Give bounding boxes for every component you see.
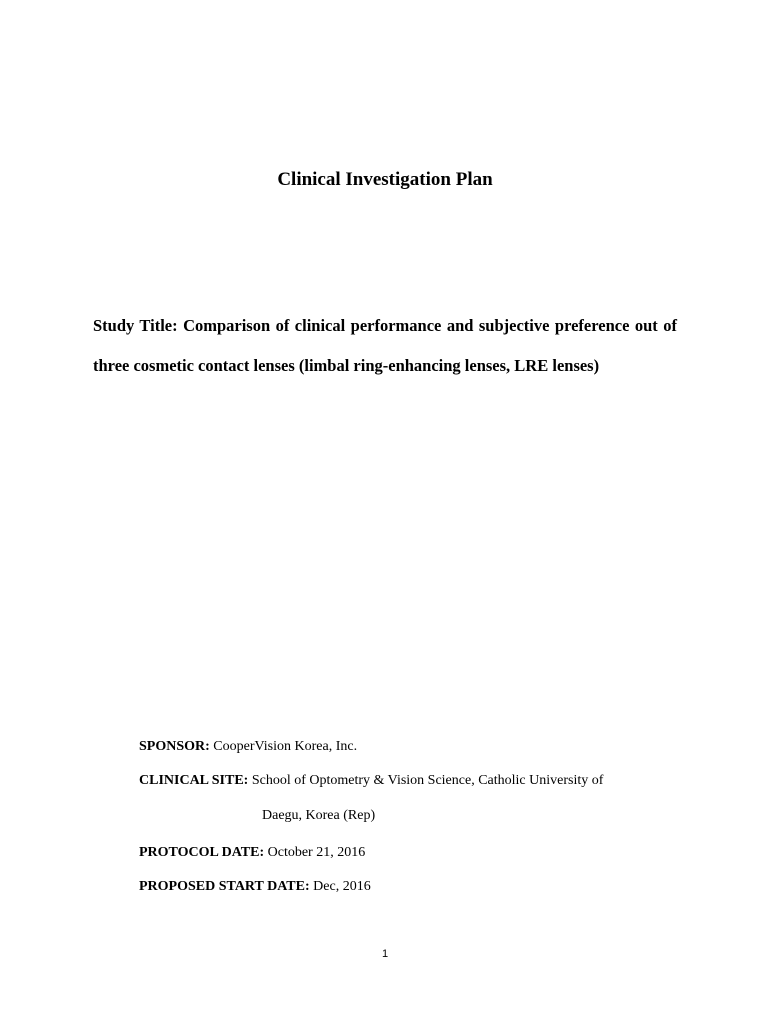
clinical-site-value: School of Optometry & Vision Science, Catholic University of: [251, 773, 604, 788]
clinical-site-continuation: Daegu, Korea (Rep): [262, 808, 376, 823]
protocol-date-value: October 21, 2016: [267, 845, 366, 860]
proposed-start-date-value: Dec, 2016: [313, 879, 371, 894]
page-number: 1: [381, 948, 389, 960]
page-title: Clinical Investigation Plan: [277, 169, 493, 190]
protocol-date-line: [139, 843, 699, 863]
proposed-start-date-line: [139, 877, 699, 897]
study-title: Study Title: Comparison of clinical performance and subjective preference out of three cosmetic contact lenses (limbal ring-enhancing lenses, LRE lenses): [93, 316, 677, 375]
clinical-site-label: CLINICAL SITE:: [139, 773, 249, 788]
clinical-site-line: [139, 771, 699, 791]
sponsor-line: [139, 737, 699, 757]
sponsor-label: SPONSOR:: [139, 739, 210, 754]
proposed-start-date-label: PROPOSED START DATE:: [139, 879, 310, 894]
protocol-date-label: PROTOCOL DATE:: [139, 845, 265, 860]
sponsor-value: CooperVision Korea, Inc.: [213, 739, 358, 754]
